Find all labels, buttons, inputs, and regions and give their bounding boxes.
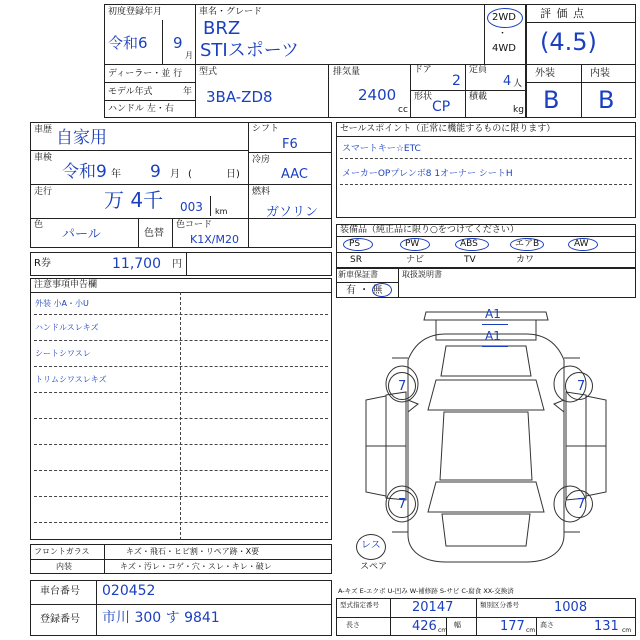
color-change-label: 色替 [144,228,164,239]
equipment-label: 装備品（純正品に限り○をつけてください） [340,225,519,235]
inspection-day-close: 日) [226,169,240,180]
ac-value: AAC [281,167,308,182]
width-label: 幅 [454,621,461,629]
drive-2wd: 2WD [492,12,516,23]
length-unit: cm [438,627,448,634]
front-glass-value: キズ・飛石・ヒビ割・リペア跡・X要 [126,547,260,556]
kg-unit: kg [513,105,524,115]
handle-label: ハンドル 左・右 [108,104,174,114]
fuel-value: ガソリン [266,205,319,220]
spare-label: スペア [360,562,388,572]
damage-a1-top: A1 [485,307,501,321]
legend: A-キズ E-エクボ U-凹み W-補修跡 S-サビ C-腐食 XX-交換済 [338,587,514,595]
notes-rule [34,392,328,393]
recycle-label: R券 [34,258,51,269]
equipment-pw: PW [405,239,420,249]
spare-mark: レス [361,540,381,551]
yen-unit: 円 [172,259,182,270]
damage-a1-second: A1 [485,329,501,343]
note-line-4: トリムシワスレキズ [35,375,107,384]
width-unit: cm [526,627,536,634]
score-value: (4.5) [540,28,597,56]
car-name-label: 車名・グレード [199,7,263,17]
interior-label: 内装 [590,68,610,79]
color-label: 色 [34,220,44,230]
grade: STIスポーツ [200,40,300,61]
displacement-value: 2400 [358,86,397,104]
notes-panel [30,278,332,540]
inspection-month-unit: 月 [170,169,180,180]
car-name: BRZ [203,18,241,39]
use-label: 車歴 [34,125,53,135]
type-cert-label: 型式指定番号 [340,601,379,609]
equipment-leather: カワ [516,255,535,265]
length-value: 426 [412,619,437,634]
inspection-year-unit: 年 [111,169,121,180]
sales-points-label: セールスポイント（正常に機能するものに限ります） [340,124,556,134]
inspection-day-open: ( [188,169,192,180]
exterior-label: 外装 [535,68,555,79]
displacement-label: 排気量 [333,67,361,77]
dealer-label: ディーラー・並 行 [108,69,183,79]
notes-rule [34,444,328,445]
recycle-value: 11,700 [112,256,161,272]
notes-rule [34,418,328,419]
shape-label: 形状 [414,92,433,102]
cc-unit: cc [398,105,408,115]
equipment-ps: PS [349,239,361,249]
note-line-3: シートシワスレ [35,349,91,358]
exterior-value: B [543,86,560,114]
equipment-sr: SR [350,255,362,265]
use-value: 自家用 [56,128,107,148]
model-year-unit: 年 [183,87,193,97]
notes-rule [34,314,328,315]
reg-label: 登録番号 [40,614,80,625]
class-value: 1008 [554,600,588,615]
capacity-label: 定員 [469,65,488,75]
score-label: 評 価 点 [540,7,585,20]
ac-label: 冷房 [252,155,271,165]
damage-right-rear: 7 [577,497,586,512]
mileage-label: 走行 [34,187,53,197]
manual-label: 取扱説明書 [402,270,442,279]
equipment-abs: ABS [460,239,478,249]
fuel-label: 燃料 [252,187,271,197]
sales-point-line-2: メーカーOPプレンボ8 1オーナー シートH [342,169,513,179]
model-year-label: モデル年式 [108,87,153,97]
interior-glass-label: 内装 [56,562,72,571]
person-unit: 人 [513,79,523,89]
front-glass-label: フロントガラス [34,547,90,556]
damage-right-front: 7 [577,379,586,394]
height-value: 131 [594,619,619,634]
equipment-tv: TV [464,255,476,265]
inspection-label: 車検 [34,153,53,163]
notes-rule [34,522,328,523]
first-reg-month: 9 [173,34,183,52]
equipment-aw: AW [574,239,589,249]
note-line-2: ハンドルスレキズ [35,323,99,332]
shape-value: CP [432,99,451,115]
chassis-value: 020452 [102,583,156,599]
warranty-label: 新車保証書 [338,270,378,279]
first-reg-month-unit: 月 [185,51,193,60]
door-value: 2 [452,73,461,89]
chassis-label: 車台番号 [40,586,80,597]
damage-left-rear: 7 [398,497,407,512]
equipment-navi: ナビ [406,255,425,265]
first-reg-era: 令和6 [108,34,148,52]
damage-left-front: 7 [398,379,407,394]
reg-value: 市川 300 す 9841 [102,610,220,626]
interior-glass-value: キズ・汚レ・コゲ・穴・スレ・キレ・破レ [120,562,272,571]
equipment-airbag: エアB [515,239,540,249]
inspection-month: 9 [150,162,161,182]
door-label: ドア [414,65,432,75]
height-unit: cm [622,627,632,634]
note-line-1: 外装 小A・小U [35,299,89,308]
type-label: 型式 [199,67,218,77]
notes-rule [34,496,328,497]
color-code-value: K1X/M20 [190,233,239,246]
color-code-label: 色コード [176,220,213,230]
type-value: 3BA-ZD8 [206,88,273,106]
notes-rule [34,366,328,367]
drive-dot: ・ [498,29,508,39]
warranty-value: 有 ・ 無 [346,285,383,296]
width-value: 177 [500,619,525,634]
inspection-era: 令和9 [62,162,107,182]
shift-value: F6 [282,137,298,152]
mileage-value: 万 4千 [104,188,164,212]
mileage-sub: 003 [180,200,203,214]
length-label: 長さ [346,621,360,629]
height-label: 高さ [540,621,554,629]
drive-4wd: 4WD [492,43,516,54]
interior-value: B [598,86,615,114]
class-label: 類別区分番号 [480,601,519,609]
color-value: パール [62,227,101,242]
notes-rule [34,470,328,471]
load-label: 積載 [469,92,488,102]
sales-point-line-1: スマートキー☆ETC [342,144,421,154]
type-cert-value: 20147 [412,600,454,615]
km-unit: km [215,207,228,216]
notes-rule [34,340,328,341]
capacity-value: 4 [503,74,512,89]
shift-label: シフト [252,124,280,134]
warranty-none-circle [372,283,392,297]
first-reg-label: 初度登録年月 [108,7,163,17]
notes-label: 注意事項申告欄 [34,280,98,290]
